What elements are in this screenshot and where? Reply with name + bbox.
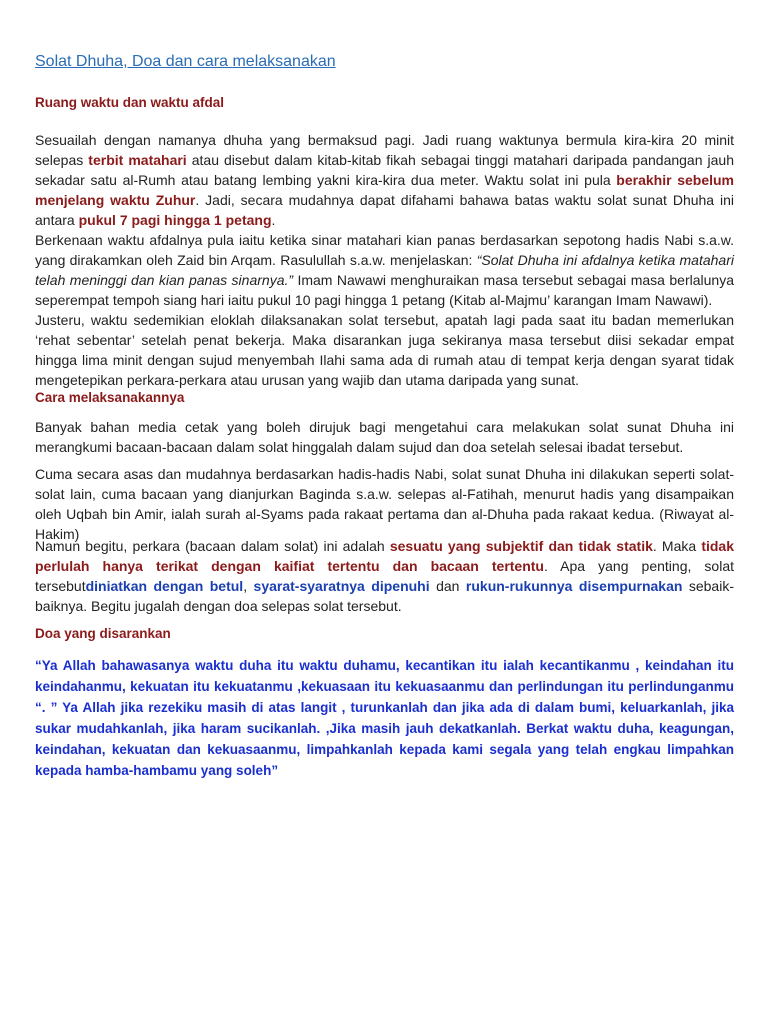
text-run: Justeru, waktu sedemikian eloklah dilaksanakan solat tersebut, apatah lagi pada saat itu badan memerlukan ‘rehat sebentar’ setelah penat bekerja. Maka disarankan juga sekiranya masa tersebut diisi sekadar empat hingga lima minit dengan sujud menyembah Ilahi sama ada di rumah atau di tempat kerja dengan syarat tidak mengetepikan perkara-perkara atau urusan yang wajib dan utama daripada yang sunat. [35,312,734,388]
highlight-diniatkan: diniatkan dengan betul [85,578,244,594]
hadith-quote: “Solat Dhuha ini afdalnya ketika matahari telah meninggi dan kian panas sinarnya.” [35,252,734,288]
paragraph-cara-2: Cuma secara asas dan mudahnya berdasarkan hadis-hadis Nabi, solat sunat Dhuha ini dilakukan seperti solat-solat lain, cuma bacaan yang dianjurkan Baginda s.a.w. selepas al-Fatihah, menurut hadis yang disampaikan oleh Uqbah bin Amir, ialah surah al-Syams pada rakaat pertama dan al-Dhuha pada rakaat kedua. (Riwayat al-Hakim) [35,466,734,542]
prayer-text: “Ya Allah bahawasanya waktu duha itu waktu duhamu, kecantikan itu ialah kecantikanmu , keindahan itu keindahanmu, kekuatan itu kekuatanmu ,kekuasaan itu kekuasaanmu dan perlindungan itu perlindunganmu “. ” Ya Allah jika rezekiku masih di atas langit , turunkanlah dan jika ada di dalam bumi, keluarkanlah, jika sukar mudahkanlah, jika haram sucikanlah. ,Jika masih jauh dekatkanlah. Berkat waktu duha, keagungan, keindahan, kekuatan dan kekuasaanmu, limpahkanlah kepada kami segala yang telah engkau limpahkan kepada hamba-hambamu yang soleh” [35,658,734,778]
section-heading-cara: Cara melaksanakannya [35,390,185,405]
text-run: sebaik-baiknya. Begitu jugalah dengan doa selepas solat tersebut. [35,578,734,614]
section-heading-doa: Doa yang disarankan [35,626,171,641]
highlight-berakhir: berakhir sebelum menjelang waktu Zuhur [35,172,734,208]
text-run: . Jadi, secara mudahnya dapat difahami bahawa batas waktu solat sunat Dhuha ini antara [35,192,734,228]
text-run: Namun begitu, perkara (bacaan dalam solat) ini adalah [35,538,390,554]
highlight-tidak-perlulah: tidak perlulah hanya terikat dengan kaifiat tertentu dan bacaan tertentu [35,538,735,574]
paragraph-waktu [35,130,734,390]
text-run: dan [429,578,466,594]
highlight-subjektif: sesuatu yang subjektif dan tidak statik [389,538,653,554]
highlight-pukul: pukul 7 pagi hingga 1 petang [78,212,272,228]
text-run: Sesuailah dengan namanya dhuha yang bermaksud pagi. Jadi ruang waktunya bermula kira-kira 20 minit selepas [35,132,734,168]
section-heading-waktu: Ruang waktu dan waktu afdal [35,95,225,110]
highlight-syarat: syarat-syaratnya dipenuhi [253,578,430,594]
text-run: Imam Nawawi menghuraikan masa tersebut sebagai masa berlalunya seperempat tempoh siang hari iaitu pukul 10 pagi hingga 1 petang (Kitab al-Majmu’ karangan Imam Nawawi). [35,272,734,308]
text-run: . Maka [652,538,702,554]
text-run: . Apa yang penting, solat tersebut [35,558,735,594]
paragraph-cara-3 [35,536,734,616]
text-run: Berkenaan waktu afdalnya pula iaitu ketika sinar matahari kian panas berdasarkan sepotong hadis Nabi s.a.w. yang dirakamkan oleh Zaid bin Arqam. Rasulullah s.a.w. menjelaskan: [35,232,734,268]
highlight-rukun: rukun-rukunnya disempurnakan [465,578,683,594]
page-title[interactable]: Solat Dhuha, Doa dan cara melaksanakan [35,53,336,70]
text-run: . [271,212,276,228]
text-run: atau disebut dalam kitab-kitab fikah sebagai tinggi matahari daripada pandangan jauh sekadar satu al-Rumh atau batang lembing yakni kira-kira dua meter. Waktu solat ini pula [35,152,735,188]
highlight-terbit-matahari: terbit matahari [88,152,187,168]
paragraph-cara-1: Banyak bahan media cetak yang boleh dirujuk bagi mengetahui cara melakukan solat sunat Dhuha ini merangkumi bacaan-bacaan dalam solat hinggalah dalam sujud dan doa setelah selesai ibadat tersebut. [35,419,734,455]
text-run: , [243,578,254,594]
